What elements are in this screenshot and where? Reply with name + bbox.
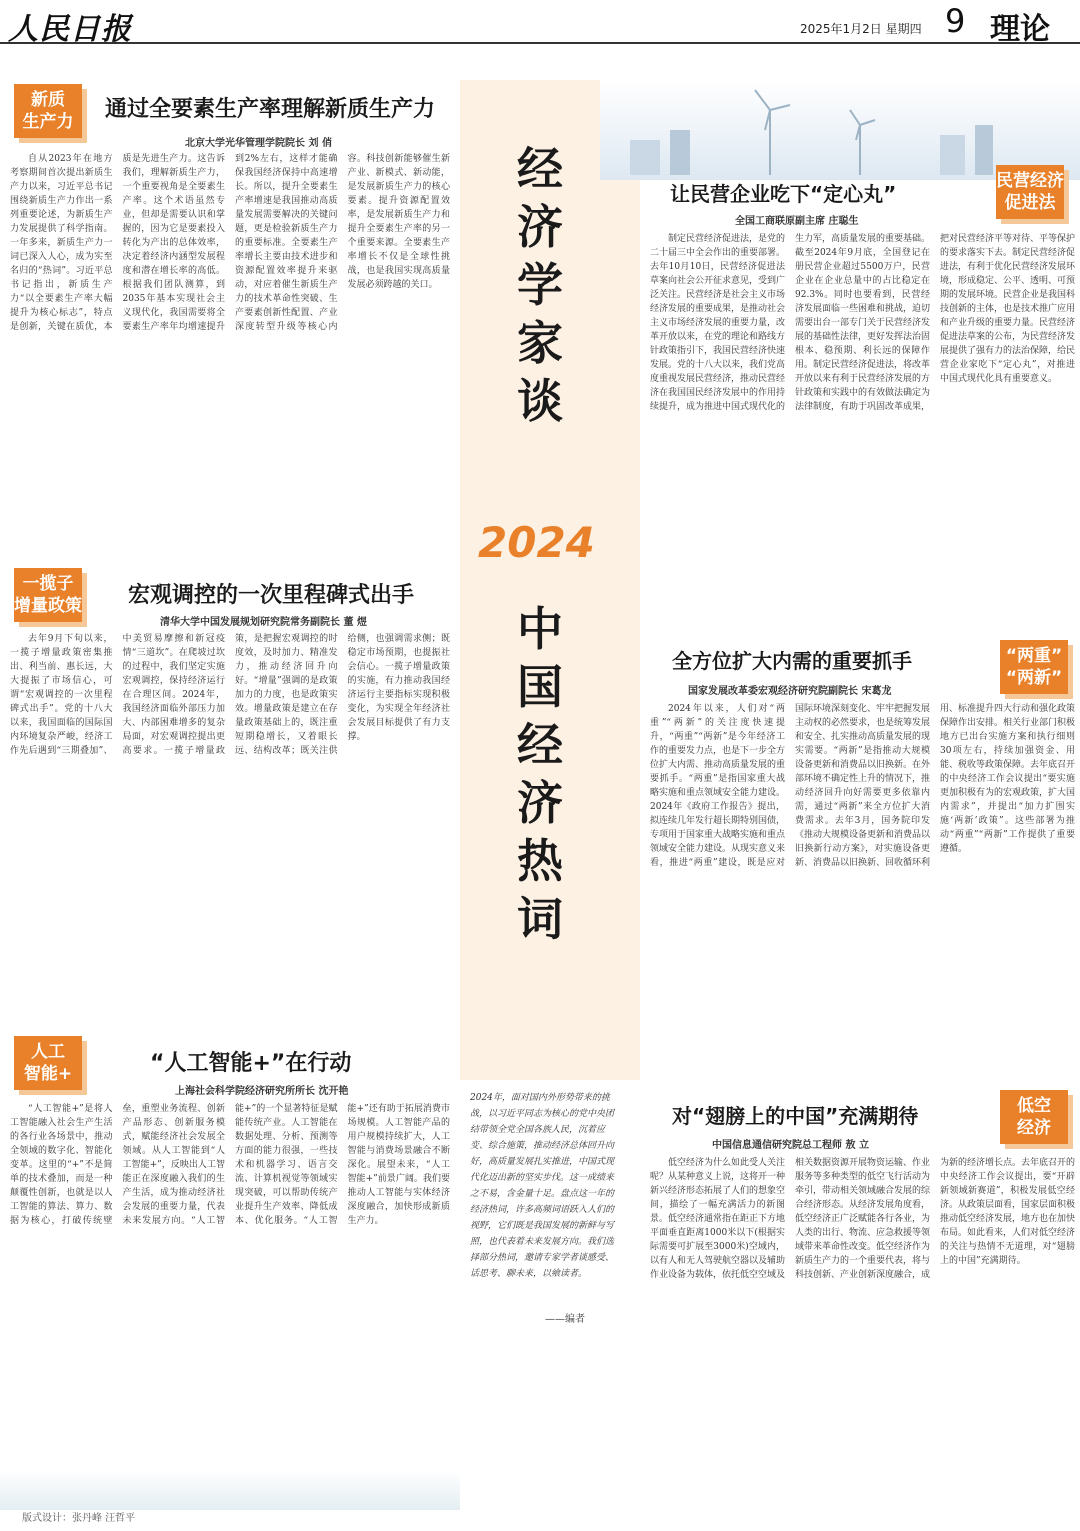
editor-signature: ——编者 — [545, 1314, 585, 1325]
page-section: 理论 — [990, 12, 1050, 47]
newspaper-masthead: 人民日报 — [8, 12, 132, 47]
bottom-decoration — [0, 1470, 460, 1510]
article-body: 低空经济为什么如此受人关注呢？从某种意义上说，这将开一种新兴经济形态拓展了人们的想象空间，描绘了一幅充满活力的新图景。低空经济通常指在距正下方地平面垂直距离1000米以下(根据实际需要可扩展至3000米)空域内，以有人和无人驾驶航空器以及辅助作业设备为载体，依托低空空域及相关数据资源开展物资运输、作业服务等多种类型的低空飞行活动为牵引，带动相关领域融合发展的综合经济形态。从经济发展角度看，低空经济正广泛赋能各行各业，为人类的出行、物流、应急救援等领域带来革命性改变。低空经济作为新质生产力的一个重要代表，将与科技创新、产业创新深度融合，成为新的经济增长点。去年底召开的中央经济工作会议提出，要“开辟新领域新赛道”，积极发展低空经济。从政策层面看，国家层面积极推动低空经济发展，地方也在加快布局。如此看来，人们对低空经济的关注与热情不无道理，对“翅膀上的中国”充满期待。 — [650, 1158, 1075, 1280]
title-char: 中 — [517, 602, 563, 656]
article-byline: 全国工商联原副主席 庄聪生 — [735, 216, 859, 227]
title-char: 国 — [517, 660, 563, 714]
section-tag-stimulus-package: 一揽子 增量政策 — [14, 568, 82, 622]
section-tag-low-altitude-economy: 低空 经济 — [1000, 1090, 1068, 1144]
article-byline: 清华大学中国发展规划研究院常务副院长 董 煜 — [160, 617, 367, 628]
title-char: 词 — [517, 892, 563, 946]
article-body: 制定民营经济促进法，是党的二十届三中全会作出的重要部署。去年10月10日，民营经济促进法草案向社会公开征求意见，受到广泛关注。民营经济是社会主义市场经济发展的重要成果，是推动社会主义市场经济发展的重要力量，改革开放以来，在党的理论和路线方针政策指引下，我国民营经济快速发展。党的十八大以来，我们党高度重视发展民营经济，推动民营经济在我国国民经济发展中的作用持续提升，成为推进中国式现代化的生力军，高质量发展的重要基础。截至2024年9月底，全国登记在册民营企业超过5500万户，民营企业在企业总量中的占比稳定在92.3%。同时也要看到，民营经济发展面临一些困难和挑战，迫切需要出台一部专门关于民营经济发展的基础性法律，更好发挥法治固根本、稳预期、利长远的保障作用。制定民营经济促进法，将改革开放以来有利于民营经济发展的方针政策和实践中的有效做法确定为法律制度，有助于巩固改革成果，把对民营经济平等对待、平等保护的要求落实下去。制定民营经济促进法，有利于优化民营经济发展环境，形成稳定、公平、透明、可预期的发展环境。民营企业是我国科技创新的主体，也是技术推广应用和产业升级的重要力量。民营经济促进法草案的公布，为民营经济发展提供了强有力的法治保障，给民营企业家吃下“定心丸”，对推进中国式现代化具有重要意义。 — [650, 234, 1075, 412]
title-char: 经 — [517, 142, 563, 196]
article-body: 2024年以来，人们对“两重”“两新”的关注度快速提升，“两重”“两新”是今年经济工作的重要发力点，也是下一步全方位扩大内需、推动高质量发展的重要抓手。“两重”是指国家重大战略实施和重点领域安全能力建设。2024年《政府工作报告》提出，拟连续几年发行超长期特别国债，专项用于国家重大战略实施和重点领域安全能力建设。从现实意义来看，推进“两重”建设，既是应对国际环境深刻变化、牢牢把握发展主动权的必然要求，也是统筹发展和安全、扎实推动高质量发展的现实需要。“两新”是指推动大规模设备更新和消费品以旧换新。在外部环境不确定性上升的情况下，推动经济回升向好需要更多依靠内需，通过“两新”来全方位扩大消费需求。去年3月，国务院印发《推动大规模设备更新和消费品以旧换新行动方案》，对实施设备更新、消费品以旧换新、回收循环利用、标准提升四大行动和强化政策保障作出安排。相关行业部门积极地方已出台实施方案和执行细则30项左右，持续加强资金、用能、税收等政策保障。去年底召开的中央经济工作会议提出“要实施更加积极有为的宏观政策，扩大国内需求”，并提出“加力扩围实施‘两新’政策”。这些部署为推动“两重”“两新”工作提供了重要遵循。 — [650, 704, 1075, 868]
title-char: 热 — [517, 834, 563, 888]
title-char: 济 — [517, 200, 563, 254]
feature-title-bottom — [510, 600, 570, 948]
feature-title-top — [510, 140, 570, 430]
title-char: 家 — [517, 316, 563, 370]
article-byline: 国家发展改革委宏观经济研究院副院长 宋葛龙 — [688, 686, 892, 697]
article-byline: 中国信息通信研究院总工程师 敖 立 — [712, 1140, 869, 1151]
article-headline: 让民营企业吃下“定心丸” — [670, 182, 897, 206]
article-body: 去年9月下旬以来，一揽子增量政策密集推出、利当前、惠长远，大大提振了市场信心，可谓“宏观调控的一次里程碑式出手”。党的十八大以来，我国面临的国际国内环境复杂严峻，经济工作先后遇到“三期叠加”、中美贸易摩擦和新冠疫情“三道坎”。在爬坡过坎的过程中，我们坚定实施宏观调控，保持经济运行在合理区间。2024年，我国经济面临外部压力加大、内部困难增多的复杂局面，对宏观调控提出更高要求。一揽子增量政策，是把握宏观调控的时度效，及时加力、精准发力，推动经济回升向好。“增量”强调的是政策加力的力度，也是政策实效。增量政策是建立在存量政策基础上的，既注重短期稳增长，又着眼长远、结构改革；既关注供给侧，也强调需求侧；既稳定市场预期，也提振社会信心。一揽子增量政策的实施，有力推动我国经济运行主要指标实现积极变化，为实现全年经济社会发展目标提供了有力支撑。 — [10, 634, 450, 756]
section-tag-private-economy-law: 民营经济 促进法 — [996, 165, 1064, 219]
issue-date: 2025年1月2日 星期四 — [800, 22, 922, 36]
article-headline: 对“翅膀上的中国”充满期待 — [672, 1104, 919, 1128]
article-body: 自从2023年在地方考察期间首次提出新质生产力以来，习近平总书记围绕新质生产力作出一系列重要论述，为新质生产力发展提供了科学指南。一年多来，新质生产力一词已深入人心，成为实至名归的“热词”。习近平总书记指出，新质生产力“以全要素生产率大幅提升为核心标志”，特点是创新，关键在质优，本质是先进生产力。这告诉我们，理解新质生产力，一个重要视角是全要素生产率。这个术语虽然专业，但却是需要认识和掌握的，因为它是要素投入转化为产出的总体效率，决定着经济内涵型发展程度和潜在增长率的高低。根据我们团队测算，到2035年基本实现社会主义现代化，我国需要将全要素生产率年均增速提升到2%左右，这样才能确保我国经济保持中高速增长。所以，提升全要素生产率增速是我国推动高质量发展需要解决的关键问题，更是检验新质生产力的重要标准。全要素生产率增长主要由技术进步和资源配置效率提升来驱动，对应着催生新质生产力的技术革命性突破、生产要素创新性配置、产业深度转型升级等核心内容。科技创新能够催生新产业、新模式、新动能，是发展新质生产力的核心要素。提升资源配置效率，是发展新质生产力和提升全要素生产率的另一个重要来源。全要素生产率增长不仅是全球性挑战，也是我国实现高质量发展必须跨越的关口。 — [10, 154, 450, 332]
section-tag-ai-plus: 人工 智能+ — [14, 1036, 82, 1090]
title-char: 经 — [517, 718, 563, 772]
article-headline: 宏观调控的一次里程碑式出手 — [128, 583, 415, 608]
section-tag-new-quality: 新质 生产力 — [14, 84, 82, 138]
feature-year: 2024 — [478, 518, 595, 567]
article-byline: 上海社会科学院经济研究所所长 沈开艳 — [175, 1086, 349, 1097]
article-byline: 北京大学光华管理学院院长 刘 俏 — [185, 138, 332, 149]
editor-note: 2024年，面对国内外形势带来的挑战，以习近平同志为核心的党中央团结带领全党全国各族人民，沉着应变、综合施策，推动经济总体回升向好，高质量发展扎实推进，中国式现代化迈出新的坚实步伐。这一成绩来之不易，含金量十足。盘点这一年的经济热词，许多高频词语跃入人们的视野，它们既是我国发展的新鲜与写照，也代表着未来发展方向。我们选择部分热词，邀请专家学者谈感受、话思考、聊未来，以飨读者。 — [470, 1093, 615, 1279]
section-tag-two-key-two-new: “两重” “两新” — [1000, 640, 1068, 694]
title-char: 学 — [517, 258, 563, 312]
title-char: 济 — [517, 776, 563, 830]
article-headline: 通过全要素生产率理解新质生产力 — [105, 97, 436, 122]
article-headline: “人工智能+”在行动 — [150, 1051, 352, 1076]
article-body: “人工智能+”是将人工智能融入社会生产生活的各行业各场景中，推动全领域的数字化、智能化变革。这里的“+”不是简单的技术叠加，而是一种颠覆性创新，也就是以人工智能的算法、算力、数据为核心，打破传统壁垒，重塑业务流程、创新产品形态、创新服务模式，赋能经济社会发展全领域。从人工智能到“人工智能+”，反映出人工智能正在深度融入我们的生产生活，成为推动经济社会发展的重要力量，代表未来发展方向。“人工智能+”的一个显著特征是赋能传统产业。人工智能在数据处理、分析、预测等方面的能力很强，一些技术和机器学习、语言交流、计算机视觉等领域实现突破，可以帮助传统产业提升生产效率、降低成本、优化服务。“人工智能+”还有助于拓展消费市场规模。人工智能产品的用户规模持续扩大，人工智能与消费场景融合不断深化。展望未来，“人工智能+”前景广阔。我们要推动人工智能与实体经济深度融合，加快形成新质生产力。 — [10, 1104, 450, 1226]
page-number: 9 — [945, 2, 966, 40]
article-headline: 全方位扩大内需的重要抓手 — [672, 649, 912, 673]
title-char: 谈 — [517, 374, 563, 428]
page-header — [0, 0, 1080, 47]
layout-credit: 版式设计：张丹峰 汪哲平 — [22, 1513, 136, 1524]
